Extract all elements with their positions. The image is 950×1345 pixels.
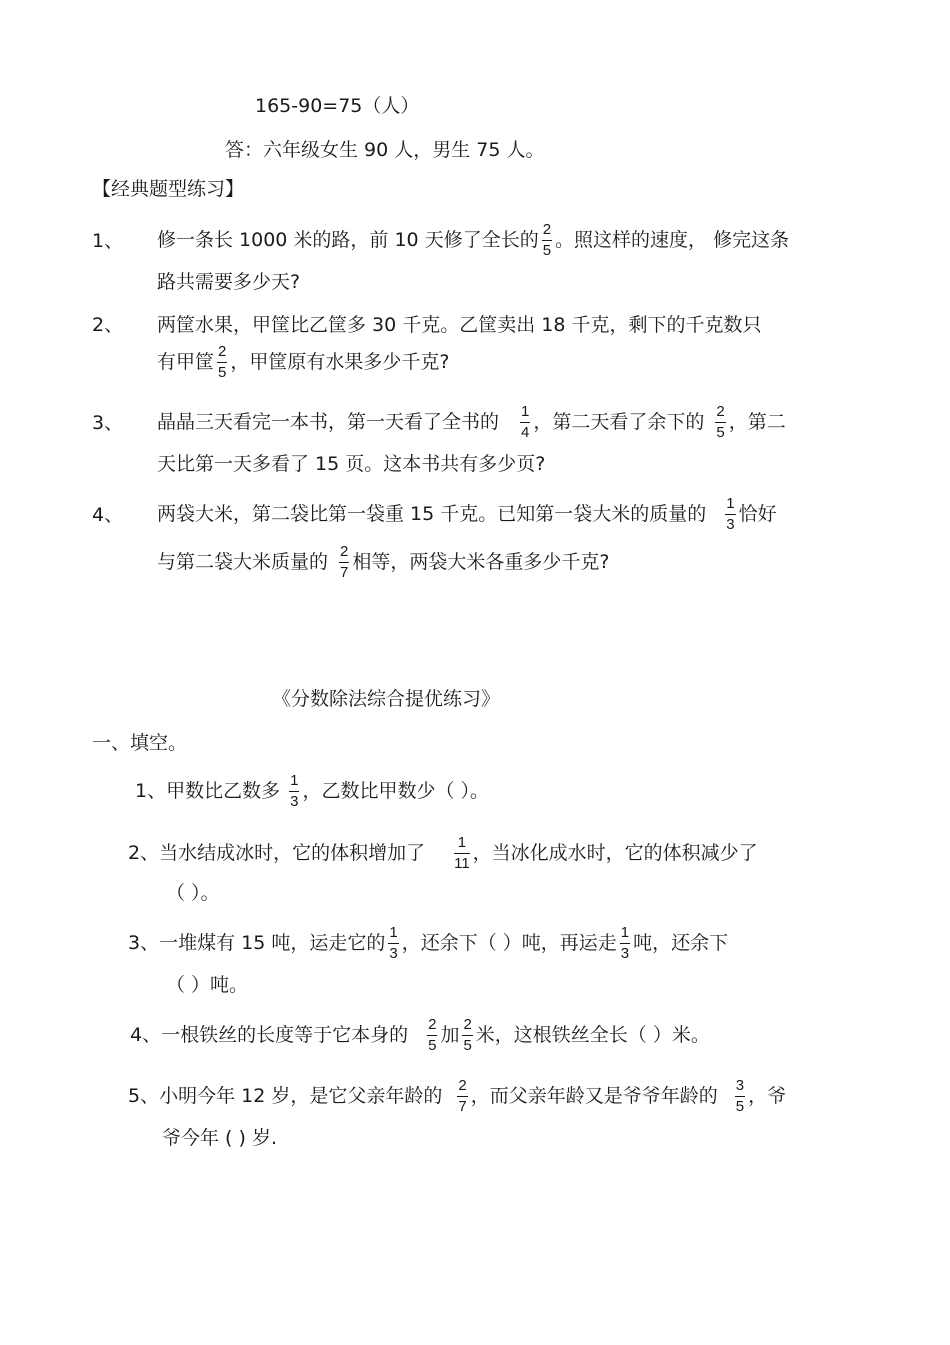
- problem-line-2: 有甲筐 $\frac{2}{5}$ ，甲筐原有水果多少千克?: [157, 342, 450, 381]
- fraction: $\frac{2}{7}$: [340, 542, 349, 581]
- answer-line: 答：六年级女生 90 人，男生 75 人。: [225, 139, 545, 161]
- problem-line-1: 两筐水果，甲筐比乙筐多 30 千克。乙筐卖出 18 千克，剩下的千克数只: [157, 314, 762, 336]
- problem-number: 4、: [92, 504, 124, 526]
- fill-item-1: 1、甲数比乙数多 $\frac{1}{3}$ ，乙数比甲数少（ ）。: [135, 771, 489, 810]
- problem-line-1: 修一条长 1000 米的路，前 10 天修了全长的 $\frac{2}{5}$ 。照这样的速度， 修完这条: [157, 220, 790, 259]
- fraction: $\frac{1}{3}$: [290, 771, 299, 810]
- fill-item-2-line-2: （ ）。: [166, 882, 220, 904]
- fraction: $\frac{2}{5}$: [218, 342, 227, 381]
- problem-line-1: 晶晶三天看完一本书，第一天看了全书的 $\frac{1}{4}$ ，第二天看了余下的 $\frac{2}{5}$ ，第二: [157, 402, 786, 441]
- fill-item-4: 4、一根铁丝的长度等于它本身的 $\frac{2}{5}$ 加 $\frac{2}{5}$ 米，这根铁丝全长（ ）米。: [130, 1015, 710, 1054]
- fraction: $\frac{2}{5}$: [716, 402, 725, 441]
- problem-number: 3、: [92, 412, 124, 434]
- fill-item-2: 2、当水结成冰时，它的体积增加了 $\frac{1}{11}$ ，当冰化成水时，它的体积减少了: [128, 833, 758, 872]
- problem-number: 2、: [92, 314, 124, 336]
- fraction: $\frac{3}{5}$: [735, 1076, 745, 1115]
- problem-line-2: 与第二袋大米质量的 $\frac{2}{7}$ 相等，两袋大米各重多少千克?: [157, 542, 610, 581]
- fraction: $\frac{2}{7}$: [458, 1076, 467, 1115]
- section-title: 《分数除法综合提优练习》: [272, 688, 501, 710]
- problem-line-1: 两袋大米，第二袋比第一袋重 15 千克。已知第一袋大米的质量的 $\frac{1}{3}$ 恰好: [157, 494, 777, 533]
- fill-item-3: 3、一堆煤有 15 吨，运走它的 $\frac{1}{3}$ ，还余下（ ）吨，再运走 $\frac{1}{3}$ 吨，还余下: [128, 923, 729, 962]
- problem-line-2: 路共需要多少天?: [157, 271, 301, 293]
- fill-item-5-line-2: 爷今年 ( ) 岁.: [162, 1127, 277, 1149]
- part-heading: 一、填空。: [92, 732, 188, 754]
- fill-item-3-line-2: （ ）吨。: [166, 974, 249, 996]
- problem-number: 1、: [92, 230, 124, 252]
- fraction: $\frac{2}{5}$: [428, 1015, 437, 1054]
- equation-line: 165-90=75（人）: [255, 95, 420, 117]
- fraction: $\frac{1}{3}$: [726, 494, 735, 533]
- fraction: $\frac{1}{3}$: [389, 923, 398, 962]
- problem-line-2: 天比第一天多看了 15 页。这本书共有多少页?: [157, 453, 546, 475]
- fraction: $\frac{2}{5}$: [463, 1015, 472, 1054]
- fill-item-5: 5、小明今年 12 岁，是它父亲年龄的 $\frac{2}{7}$ ，而父亲年龄又是爷爷年龄的 $\frac{3}{5}$ ，爷: [128, 1076, 787, 1115]
- fraction: $\frac{1}{11}$: [454, 833, 470, 872]
- fraction: $\frac{1}{3}$: [620, 923, 630, 962]
- fraction: $\frac{2}{5}$: [542, 220, 552, 259]
- classic-heading: 【经典题型练习】: [92, 178, 245, 200]
- fraction: $\frac{1}{4}$: [521, 402, 530, 441]
